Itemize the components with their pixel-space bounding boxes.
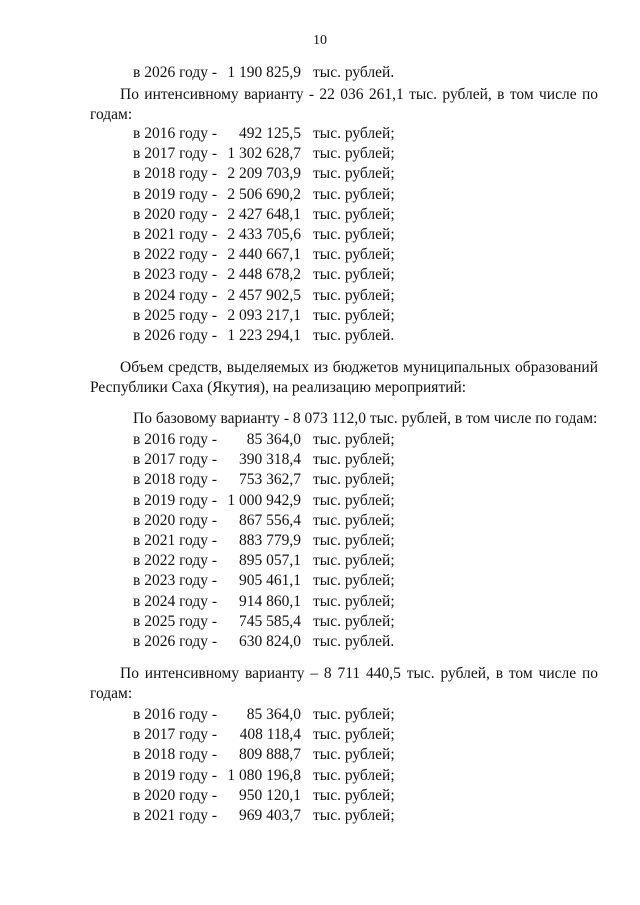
amount-value: 2 209 703,9: [227, 165, 301, 183]
unit-label: тыс. рублей;: [313, 286, 395, 304]
unit-label: тыс. рублей;: [313, 592, 395, 610]
unit-label: тыс. рублей;: [313, 225, 395, 243]
amount-value: 1 223 294,1: [227, 326, 301, 344]
paragraph-line: годам:: [90, 106, 133, 124]
year-row: [0, 745, 640, 765]
year-row: [0, 185, 640, 205]
year-label: в 2023 году -: [133, 572, 218, 590]
year-row: [0, 551, 640, 571]
unit-label: тыс. рублей.: [313, 64, 395, 81]
year-row: [0, 491, 640, 511]
year-label: в 2019 году -: [133, 766, 218, 784]
unit-label: тыс. рублей;: [313, 572, 395, 590]
year-label: в 2025 году -: [133, 612, 218, 630]
year-row: [0, 705, 640, 725]
year-label: в 2016 году -: [133, 431, 218, 448]
unit-label: тыс. рублей;: [313, 165, 395, 183]
amount-value: 883 779,9: [239, 531, 301, 549]
unit-label: тыс. рублей;: [313, 786, 395, 804]
amount-value: 2 506 690,2: [227, 185, 301, 203]
year-row: [0, 632, 640, 652]
municipal-intro-paragraph: [90, 358, 598, 398]
year-row: [0, 531, 640, 551]
year-row: [0, 766, 640, 786]
year-row: [0, 430, 640, 450]
amount-value: 1 302 628,7: [227, 145, 301, 163]
unit-label: тыс. рублей;: [313, 451, 395, 469]
paragraph-line: Республики Саха (Якутия), на реализацию мероприятий:: [90, 379, 467, 397]
unit-label: тыс. рублей.: [313, 632, 395, 650]
year-label: в 2020 году -: [133, 786, 218, 804]
year-label: в 2017 году -: [133, 145, 218, 163]
amount-value: 950 120,1: [239, 786, 301, 804]
year-label: в 2020 году -: [133, 205, 218, 223]
year-label: в 2016 году -: [133, 706, 218, 723]
year-label: в 2021 году -: [133, 225, 218, 243]
unit-label: тыс. рублей;: [313, 145, 395, 163]
unit-label: тыс. рублей;: [313, 726, 395, 744]
republic-intensive-paragraph: [90, 85, 598, 125]
paragraph-line: годам:: [90, 685, 133, 703]
amount-value: 2 440 667,1: [227, 246, 301, 264]
municipal-base-rows: [0, 430, 640, 652]
year-row: [0, 786, 640, 806]
year-row: [0, 63, 640, 83]
paragraph-line: По интенсивному варианту - 22 036 261,1 тыс. рублей, в том числе по: [120, 86, 598, 103]
amount-value: 408 118,4: [239, 726, 301, 744]
year-row: [0, 164, 640, 184]
year-row: [0, 124, 640, 144]
year-label: в 2022 году -: [133, 552, 218, 570]
amount-value: 867 556,4: [239, 511, 301, 529]
year-row: [0, 806, 640, 826]
year-row: [0, 511, 640, 531]
amount-value: 85 364,0: [246, 431, 301, 448]
amount-value: 745 585,4: [239, 612, 301, 630]
year-label: в 2018 году -: [133, 165, 218, 183]
year-label: в 2026 году -: [133, 326, 218, 344]
unit-label: тыс. рублей;: [313, 185, 395, 203]
year-label: в 2026 году -: [133, 632, 218, 650]
year-row: [0, 725, 640, 745]
paragraph-line: Объем средств, выделяемых из бюджетов муниципальных образований: [120, 359, 598, 376]
amount-value: 753 362,7: [239, 471, 301, 489]
page-number: 10: [313, 33, 327, 48]
amount-value: 2 427 648,1: [227, 205, 301, 223]
year-row: [0, 144, 640, 164]
amount-value: 969 403,7: [239, 806, 301, 824]
amount-value: 1 000 942,9: [227, 491, 301, 509]
unit-label: тыс. рублей;: [313, 471, 395, 489]
year-label: в 2018 году -: [133, 746, 218, 764]
unit-label: тыс. рублей;: [313, 205, 395, 223]
year-label: в 2026 году -: [133, 64, 218, 81]
unit-label: тыс. рублей;: [313, 706, 395, 723]
unit-label: тыс. рублей;: [313, 806, 395, 824]
year-label: в 2016 году -: [133, 125, 218, 142]
amount-value: 1 080 196,8: [227, 766, 301, 784]
year-label: в 2024 году -: [133, 286, 218, 304]
year-row: [0, 326, 640, 346]
municipal-intensive-rows: [0, 705, 640, 826]
unit-label: тыс. рублей;: [313, 431, 395, 448]
year-label: в 2024 году -: [133, 592, 218, 610]
year-row: [0, 592, 640, 612]
amount-value: 914 860,1: [239, 592, 301, 610]
amount-value: 630 824,0: [239, 632, 301, 650]
year-label: в 2020 году -: [133, 511, 218, 529]
year-label: в 2018 году -: [133, 471, 218, 489]
municipal-intensive-paragraph: [90, 664, 598, 704]
year-label: в 2019 году -: [133, 491, 218, 509]
year-label: в 2022 году -: [133, 246, 218, 264]
amount-value: 2 093 217,1: [227, 306, 301, 324]
year-row: [0, 450, 640, 470]
year-row: [0, 306, 640, 326]
amount-value: 390 318,4: [239, 451, 301, 469]
amount-value: 492 125,5: [239, 125, 301, 142]
republic-intensive-rows: [0, 124, 640, 346]
year-label: в 2025 году -: [133, 306, 218, 324]
amount-value: 85 364,0: [246, 706, 301, 723]
unit-label: тыс. рублей;: [313, 491, 395, 509]
year-row: [0, 245, 640, 265]
amount-value: 2 448 678,2: [227, 266, 301, 284]
year-row: [0, 470, 640, 490]
year-label: в 2023 году -: [133, 266, 218, 284]
top-rows: [0, 63, 640, 83]
year-label: в 2017 году -: [133, 726, 218, 744]
amount-value: 809 888,7: [239, 746, 301, 764]
municipal-base-heading: По базовому варианту - 8 073 112,0 тыс. рублей, в том числе по годам:: [133, 410, 598, 427]
unit-label: тыс. рублей;: [313, 612, 395, 630]
year-row: [0, 265, 640, 285]
unit-label: тыс. рублей;: [313, 246, 395, 264]
year-label: в 2017 году -: [133, 451, 218, 469]
year-row: [0, 571, 640, 591]
unit-label: тыс. рублей;: [313, 125, 395, 142]
amount-value: 895 057,1: [239, 552, 301, 570]
unit-label: тыс. рублей;: [313, 531, 395, 549]
paragraph-line: По интенсивному варианту – 8 711 440,5 тыс. рублей, в том числе по: [120, 665, 598, 682]
amount-value: 905 461,1: [239, 572, 301, 590]
unit-label: тыс. рублей;: [313, 746, 395, 764]
unit-label: тыс. рублей;: [313, 511, 395, 529]
year-label: в 2021 году -: [133, 531, 218, 549]
amount-value: 2 433 705,6: [227, 225, 301, 243]
year-row: [0, 205, 640, 225]
unit-label: тыс. рублей.: [313, 326, 395, 344]
unit-label: тыс. рублей;: [313, 306, 395, 324]
unit-label: тыс. рублей;: [313, 552, 395, 570]
year-row: [0, 286, 640, 306]
unit-label: тыс. рублей;: [313, 266, 395, 284]
year-label: в 2021 году -: [133, 806, 218, 824]
year-row: [0, 612, 640, 632]
unit-label: тыс. рублей;: [313, 766, 395, 784]
amount-value: 2 457 902,5: [227, 286, 301, 304]
year-label: в 2019 году -: [133, 185, 218, 203]
year-row: [0, 225, 640, 245]
amount-value: 1 190 825,9: [227, 64, 301, 81]
